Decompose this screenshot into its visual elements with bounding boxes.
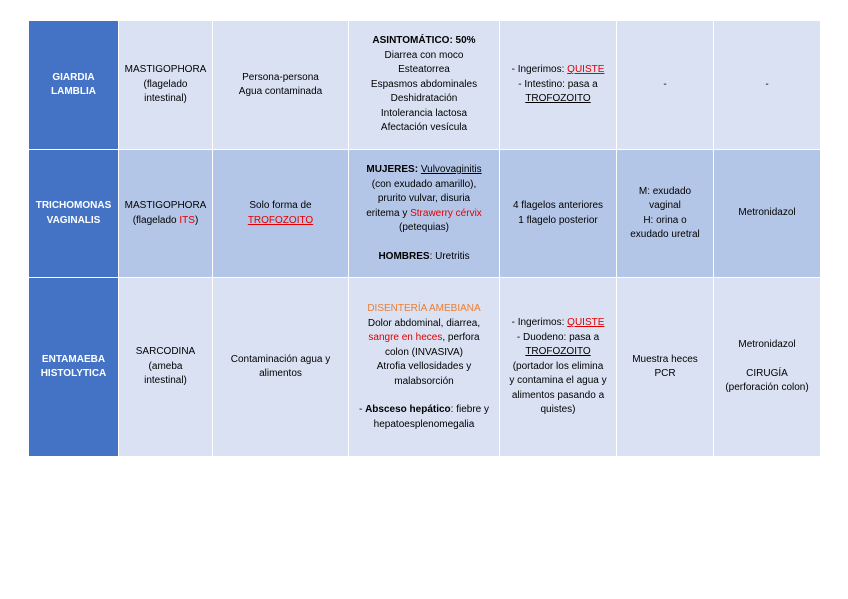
- group-cell: SARCODINA (ameba intestinal): [119, 278, 213, 457]
- table-row-trichomonas: [29, 150, 821, 278]
- quiste-highlight: QUISTE: [567, 317, 605, 329]
- transmission-cell: Contaminación agua y alimentos: [213, 278, 349, 457]
- diagnosis-cell: M: exudado vaginal H: orina o exudado uretral: [617, 150, 714, 278]
- parasites-table: [28, 20, 821, 457]
- trofozoito-highlight: TROFOZOITO: [247, 214, 314, 226]
- parasite-name-cell: TRICHOMONAS VAGINALIS: [29, 150, 119, 278]
- treatment-cell: Metronidazol: [714, 150, 821, 278]
- diagnosis-cell: Muestra heces PCR: [617, 278, 714, 457]
- trofozoito-highlight: TROFOZOITO: [525, 346, 591, 358]
- parasite-name-cell: GIARDIA LAMBLIA: [29, 21, 119, 150]
- clinic-title: DISENTERÍA AMEBIANA: [367, 303, 481, 314]
- strawberry-highlight: Strawerry cérvix: [410, 207, 482, 219]
- treatment-cell: -: [714, 21, 821, 150]
- clinic-cell: ASINTOMÁTICO: 50% Diarrea con moco Esteatorrea Espasmos abdominales Deshidratación Intolerancia lactosa Afectación vesícula: [349, 21, 500, 150]
- clinic-title: ASINTOMÁTICO: 50%: [372, 35, 476, 47]
- cycle-cell: 4 flagelos anteriores 1 flagelo posterior: [500, 150, 617, 278]
- clinic-cell: DISENTERÍA AMEBIANA Dolor abdominal, diarrea, sangre en heces, perfora colon (INVASIVA) Atrofia vellosidades y malabsorción - Absceso hepático: fiebre y hepatoesplenomegalia: [349, 278, 500, 457]
- transmission-cell: Solo forma de TROFOZOITO: [213, 150, 349, 278]
- blood-highlight: sangre en heces: [368, 332, 443, 343]
- diagnosis-cell: -: [617, 21, 714, 150]
- quiste-highlight: QUISTE: [567, 64, 605, 76]
- clinic-cell: MUJERES: Vulvovaginitis (con exudado amarillo), prurito vulvar, disuria eritema y Strawerry cérvix (petequias) HOMBRES: Uretritis: [349, 150, 500, 278]
- cycle-cell: - Ingerimos: QUISTE - Duodeno: pasa a TROFOZOITO (portador los elimina y contamina el agua y alimentos pasando a quistes): [500, 278, 617, 457]
- table-row-entamaeba: [29, 278, 821, 457]
- table-row-giardia: [29, 21, 821, 150]
- treatment-cell: Metronidazol CIRUGÍA (perforación colon): [714, 278, 821, 457]
- group-cell: MASTIGOPHORA (flagelado ITS): [119, 150, 213, 278]
- group-cell: MASTIGOPHORA (flagelado intestinal): [119, 21, 213, 150]
- trofozoito-highlight: TROFOZOITO: [525, 93, 591, 105]
- transmission-cell: Persona-persona Agua contaminada: [213, 21, 349, 150]
- parasite-name-cell: ENTAMAEBA HISTOLYTICA: [29, 278, 119, 457]
- its-highlight: ITS: [179, 214, 195, 226]
- cycle-cell: - Ingerimos: QUISTE - Intestino: pasa a TROFOZOITO: [500, 21, 617, 150]
